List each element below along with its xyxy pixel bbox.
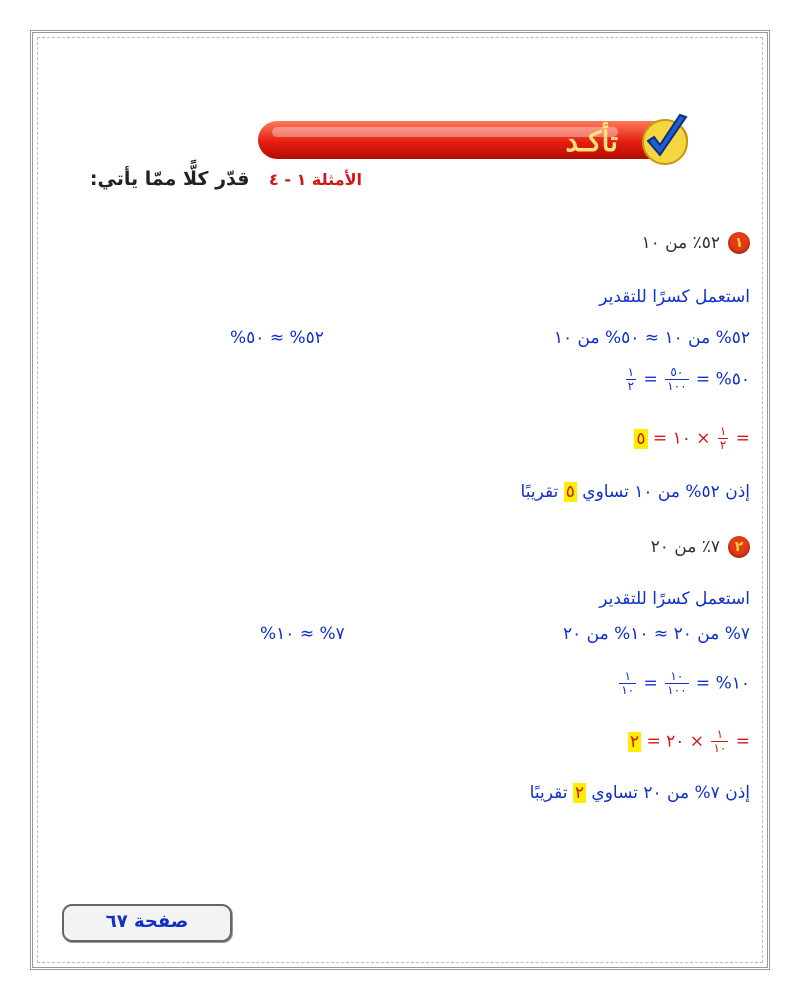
checkmark-icon <box>636 111 694 169</box>
examples-ref: الأمثلة ١ - ٤ <box>269 170 362 189</box>
problem-1-calc: = $\frac{١}{٢}$ × ١٠ = ٥ <box>636 424 750 452</box>
problem-1-statement: ١٥٢٪ من ١٠ <box>641 232 750 254</box>
fraction: $\frac{١}{١٠}$ <box>621 669 635 697</box>
result-highlight: ٥ <box>636 428 646 449</box>
fraction: $\frac{١٠}{١٠٠}$ <box>667 669 687 697</box>
question-text: قدّر كلًّا ممّا يأتي: <box>89 168 250 190</box>
banner-bar <box>258 121 688 159</box>
problem-number-badge: ١ <box>728 232 750 254</box>
page-number-box <box>62 904 232 942</box>
section-heading <box>90 168 362 190</box>
result-highlight: ٢ <box>574 783 584 803</box>
problem-1-method: استعمل كسرًا للتقدير <box>599 287 750 307</box>
fraction: $\frac{١}{٢}$ <box>627 365 635 393</box>
problem-1-fraction: ٥٠% = $\frac{٥٠}{١٠٠}$ = $\frac{١}{٢}$ <box>627 365 750 393</box>
page-number: صفحة ٦٧ <box>105 911 189 932</box>
banner-title: تأكـد <box>565 125 618 158</box>
problem-2-calc: = $\frac{١}{١٠}$ × ٢٠ = ٢ <box>629 727 750 755</box>
problem-2-method: استعمل كسرًا للتقدير <box>599 589 750 609</box>
problem-number-badge: ٢ <box>728 536 750 558</box>
problem-2-conclusion: إذن ٧% من ٢٠ تساوي ٢ تقريبًا <box>529 783 750 803</box>
result-highlight: ٢ <box>629 731 640 752</box>
problem-2-statement: ٢٧٪ من ٢٠ <box>651 536 750 558</box>
problem-1-conclusion: إذن ٥٢% من ١٠ تساوي ٥ تقريبًا <box>520 482 750 502</box>
problem-2-approx-side: ٧% ≈ ١٠% <box>260 624 345 644</box>
fraction: $\frac{١}{١٠}$ <box>713 727 727 755</box>
problem-1-approx-side: ٥٢% ≈ ٥٠% <box>230 328 324 348</box>
problem-2-approx: ٧% من ٢٠ ≈ ١٠% من ٢٠ <box>562 624 750 644</box>
check-banner <box>258 117 688 163</box>
fraction: $\frac{١}{٢}$ <box>719 424 727 452</box>
fraction: $\frac{٥٠}{١٠٠}$ <box>667 365 687 393</box>
result-highlight: ٥ <box>565 482 575 502</box>
problem-1-approx: ٥٢% من ١٠ ≈ ٥٠% من ١٠ <box>553 328 750 348</box>
problem-2-fraction: ١٠% = $\frac{١٠}{١٠٠}$ = $\frac{١}{١٠}$ <box>621 669 750 697</box>
